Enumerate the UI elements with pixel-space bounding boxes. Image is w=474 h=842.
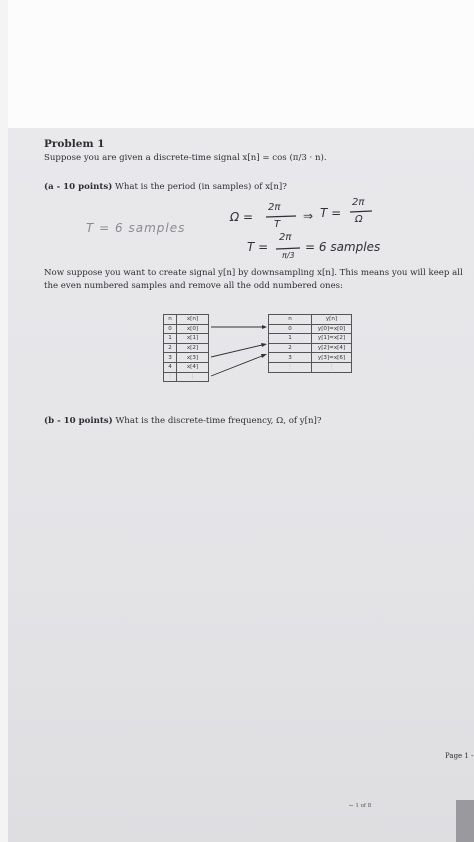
hand-eq2-num: 2π: [279, 232, 292, 243]
table-row: [164, 353, 209, 363]
cell-n: 2: [269, 343, 312, 353]
hand-eq1-rhs: T =: [320, 206, 342, 220]
downsample-description-1: Now suppose you want to create signal y[n] by downsampling x[n]. This means you will keep all: [44, 268, 463, 278]
col-header-n: n: [164, 315, 177, 325]
arrowhead-1: [262, 325, 267, 329]
cell-value: x[0]: [177, 324, 209, 334]
table-header-row: [164, 315, 209, 325]
cell-n: 1: [269, 334, 312, 344]
hand-eq1-rhs-num: 2π: [352, 197, 365, 208]
table-y-signal: [268, 314, 352, 373]
cell-value: x[3]: [177, 353, 209, 363]
downsample-description-2: the even numbered samples and remove all the odd numbered ones:: [44, 281, 343, 291]
col-header-xn: x[n]: [177, 315, 209, 325]
hand-eq1-den: T: [274, 219, 281, 230]
part-a-text: What is the period (in samples) of x[n]?: [115, 182, 287, 192]
hand-eq1-rhs-den: Ω: [355, 214, 363, 225]
page-indicator: ← 1 of 8: [349, 803, 372, 809]
table-x-signal: [163, 314, 209, 382]
problem-intro: Suppose you are given a discrete-time signal x[n] = cos (π/3 · n).: [44, 153, 327, 163]
cell-value: ⋮: [177, 372, 209, 382]
cell-n: ⋮: [164, 372, 177, 382]
cell-n: 1: [164, 334, 177, 344]
hand-eq2-den: π/3: [282, 251, 295, 260]
handwritten-left-answer: T = 6 samples: [86, 221, 186, 235]
cell-value: ⋮: [312, 362, 352, 372]
fraction-bar-2: [350, 211, 372, 212]
table-row: [269, 353, 352, 363]
hand-eq2-lhs: T =: [247, 240, 269, 254]
cell-value: y[1]=x[2]: [312, 334, 352, 344]
table-row: [269, 362, 352, 372]
table-row: [164, 372, 209, 382]
cell-n: ⋮: [269, 362, 312, 372]
table-row: [164, 343, 209, 353]
table-header-row: [269, 315, 352, 325]
part-a-label: (a - 10 points): [44, 182, 113, 192]
cell-n: 3: [164, 353, 177, 363]
cell-value: y[0]=x[0]: [312, 324, 352, 334]
table-row: [164, 324, 209, 334]
col-header-n: n: [269, 315, 312, 325]
hand-eq1-arrow: ⇒: [303, 209, 314, 223]
table-row: [269, 343, 352, 353]
table-row: [269, 334, 352, 344]
cell-value: y[3]=x[6]: [312, 353, 352, 363]
arrow-x2-y1: [211, 345, 262, 357]
table-row: [269, 324, 352, 334]
cell-n: 2: [164, 343, 177, 353]
table-row: [164, 362, 209, 372]
hand-eq1-num: 2π: [268, 202, 281, 213]
cell-value: x[2]: [177, 343, 209, 353]
cell-n: 3: [269, 353, 312, 363]
hand-eq1-lhs: Ω =: [230, 210, 254, 224]
table-row: [164, 334, 209, 344]
col-header-yn: y[n]: [312, 315, 352, 325]
hand-eq2-rhs: = 6 samples: [305, 240, 381, 254]
cell-n: 0: [269, 324, 312, 334]
fraction-bar-1: [266, 216, 296, 217]
cell-value: x[4]: [177, 362, 209, 372]
arrowhead-2: [261, 343, 267, 347]
arrow-x4-y2: [211, 356, 262, 376]
page-number: Page 1 -: [445, 752, 474, 760]
problem-title: Problem 1: [44, 138, 105, 150]
cell-n: 4: [164, 362, 177, 372]
cell-value: x[1]: [177, 334, 209, 344]
cell-value: y[2]=x[4]: [312, 343, 352, 353]
part-b-question: [44, 416, 322, 426]
arrowhead-3: [261, 354, 267, 358]
part-b-text: What is the discrete-time frequency, Ω, of y[n]?: [115, 416, 322, 426]
fraction-bar-3: [276, 248, 300, 249]
part-b-label: (b - 10 points): [44, 416, 113, 426]
cell-n: 0: [164, 324, 177, 334]
